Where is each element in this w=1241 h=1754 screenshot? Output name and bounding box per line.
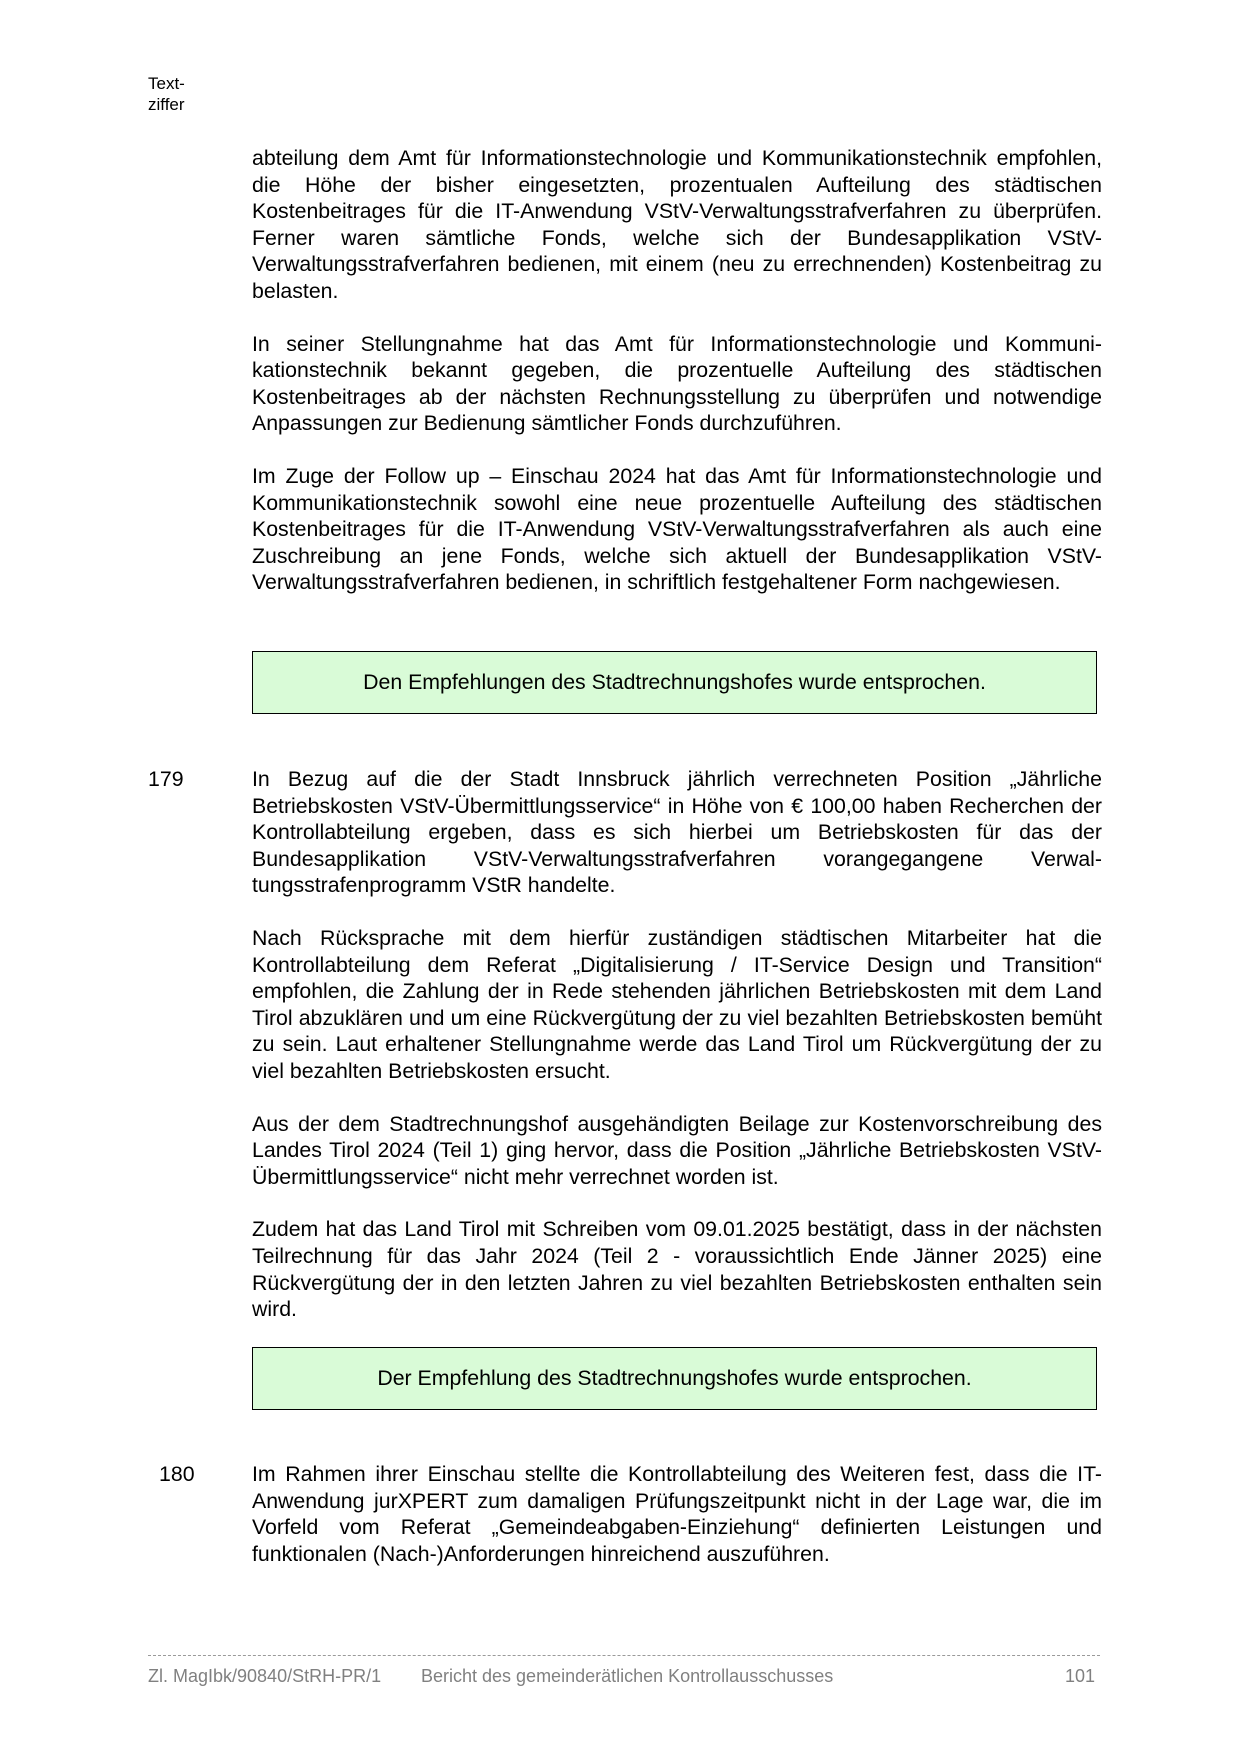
section-179 — [252, 766, 1102, 1323]
paragraph: abteilung dem Amt für Informationstechnologie und Kommunikationstechnik empfohlen, die Höhe der bisher eingesetzten, prozentualen Aufteilung des städtischen Kostenbeitrages für die IT-Anwendung VStV-Verwaltungsstrafverfahren zu überprüfen. Ferner waren sämtliche Fonds, welche sich der Bundesapplikation VStV-Verwaltungsstrafverfahren bedienen, mit einem (neu zu errechnenden) Kostenbeitrag zu belasten. — [252, 146, 1102, 303]
conclusion-box-1 — [252, 651, 1097, 714]
paragraph: Im Rahmen ihrer Einschau stellte die Kontrollabteilung des Weiteren fest, dass die IT-Anwendung jurXPERT zum damaligen Prüfungszeitpunkt nicht in der Lage war, die im Vorfeld vom Referat „Gemeindeabgaben-Einziehung“ definierten Leistungen und funktionalen (Nach-)Anforderungen hinreichend auszuführen. — [252, 1462, 1102, 1566]
footer-report-title: Bericht des gemeinderätlichen Kontrollausschusses — [421, 1666, 834, 1686]
textziffer-179: 179 — [148, 767, 184, 791]
conclusion-text: Der Empfehlung des Stadtrechnungshofes wurde entsprochen. — [377, 1366, 972, 1390]
footer-page-number: 101 — [1065, 1666, 1096, 1686]
footer-reference: Zl. MagIbk/90840/StRH-PR/1 — [148, 1666, 382, 1686]
text-block-a — [252, 145, 1102, 596]
footer-divider — [148, 1655, 1100, 1656]
conclusion-box-2 — [252, 1347, 1097, 1410]
paragraph: Zudem hat das Land Tirol mit Schreiben vom 09.01.2025 bestätigt, dass in der nächsten Teilrechnung für das Jahr 2024 (Teil 2 - voraussichtlich Ende Jänner 2025) eine Rückvergütung der in den letzten Jahren zu viel bezahlten Betriebskosten enthalten sein wird. — [252, 1217, 1102, 1322]
paragraph: Im Zuge der Follow up – Einschau 2024 hat das Amt für Informationstechnologie und Kommunikationstechnik sowohl eine neue prozentuelle Aufteilung des städtischen Kostenbeitrages für die IT-Anwendung VStV-Verwaltungsstrafverfahren als auch eine Zuschreibung an jene Fonds, welche sich aktuell der Bundesapplikation VStV-Verwaltungsstrafverfahren bedienen, in schriftlich festgehaltener Form nachgewiesen. — [252, 463, 1102, 595]
section-180 — [252, 1461, 1102, 1567]
paragraph: Aus der dem Stadtrechnungshof ausgehändigten Beilage zur Kostenvorschreibung des Landes Tirol 2024 (Teil 1) ging hervor, dass die Position „Jährliche Betriebskosten VStV-Übermittlungsservice“ nicht mehr verrechnet worden ist. — [252, 1111, 1102, 1189]
conclusion-text: Den Empfehlungen des Stadtrechnungshofes wurde entsprochen. — [363, 670, 986, 694]
paragraph: Nach Rücksprache mit dem hierfür zuständigen städtischen Mitarbeiter hat die Kontrollabteilung dem Referat „Digitalisierung / IT-Service Design und Transition“ empfohlen, die Zahlung der in Rede stehenden jährlichen Betriebskosten mit dem Land Tirol abzuklären und um eine Rückvergütung der zu viel bezahlten Betriebskosten bemüht zu sein. Laut erhaltener Stellungnahme werde das Land Tirol um Rückvergütung der zu viel bezahlten Betriebskosten ersucht. — [252, 925, 1102, 1083]
paragraph: In seiner Stellungnahme hat das Amt für Informationstechnologie und Kommunikationstechnik bekannt gegeben, die prozentuelle Aufteilung des städtischen Kostenbeitrages ab der nächsten Rechnungsstellung zu überprüfen und notwendige Anpassungen zur Bedienung sämtlicher Fonds durchzuführen. — [252, 331, 1102, 436]
textziffer-180: 180 — [159, 1462, 195, 1486]
paragraph: In Bezug auf die der Stadt Innsbruck jährlich verrechneten Position „Jährliche Betriebskosten VStV-Übermittlungsservice“ in Höhe von € 100,00 haben Recherchen der Kontrollabteilung ergeben, dass es sich hierbei um Betriebskosten für das der Bundesapplikation VStV-Verwaltungsstrafverfahren vorangegangene Verwaltungsstrafenprogramm VStR handelte. — [252, 767, 1102, 898]
margin-header-textziffer: Text- ziffer — [148, 74, 185, 114]
